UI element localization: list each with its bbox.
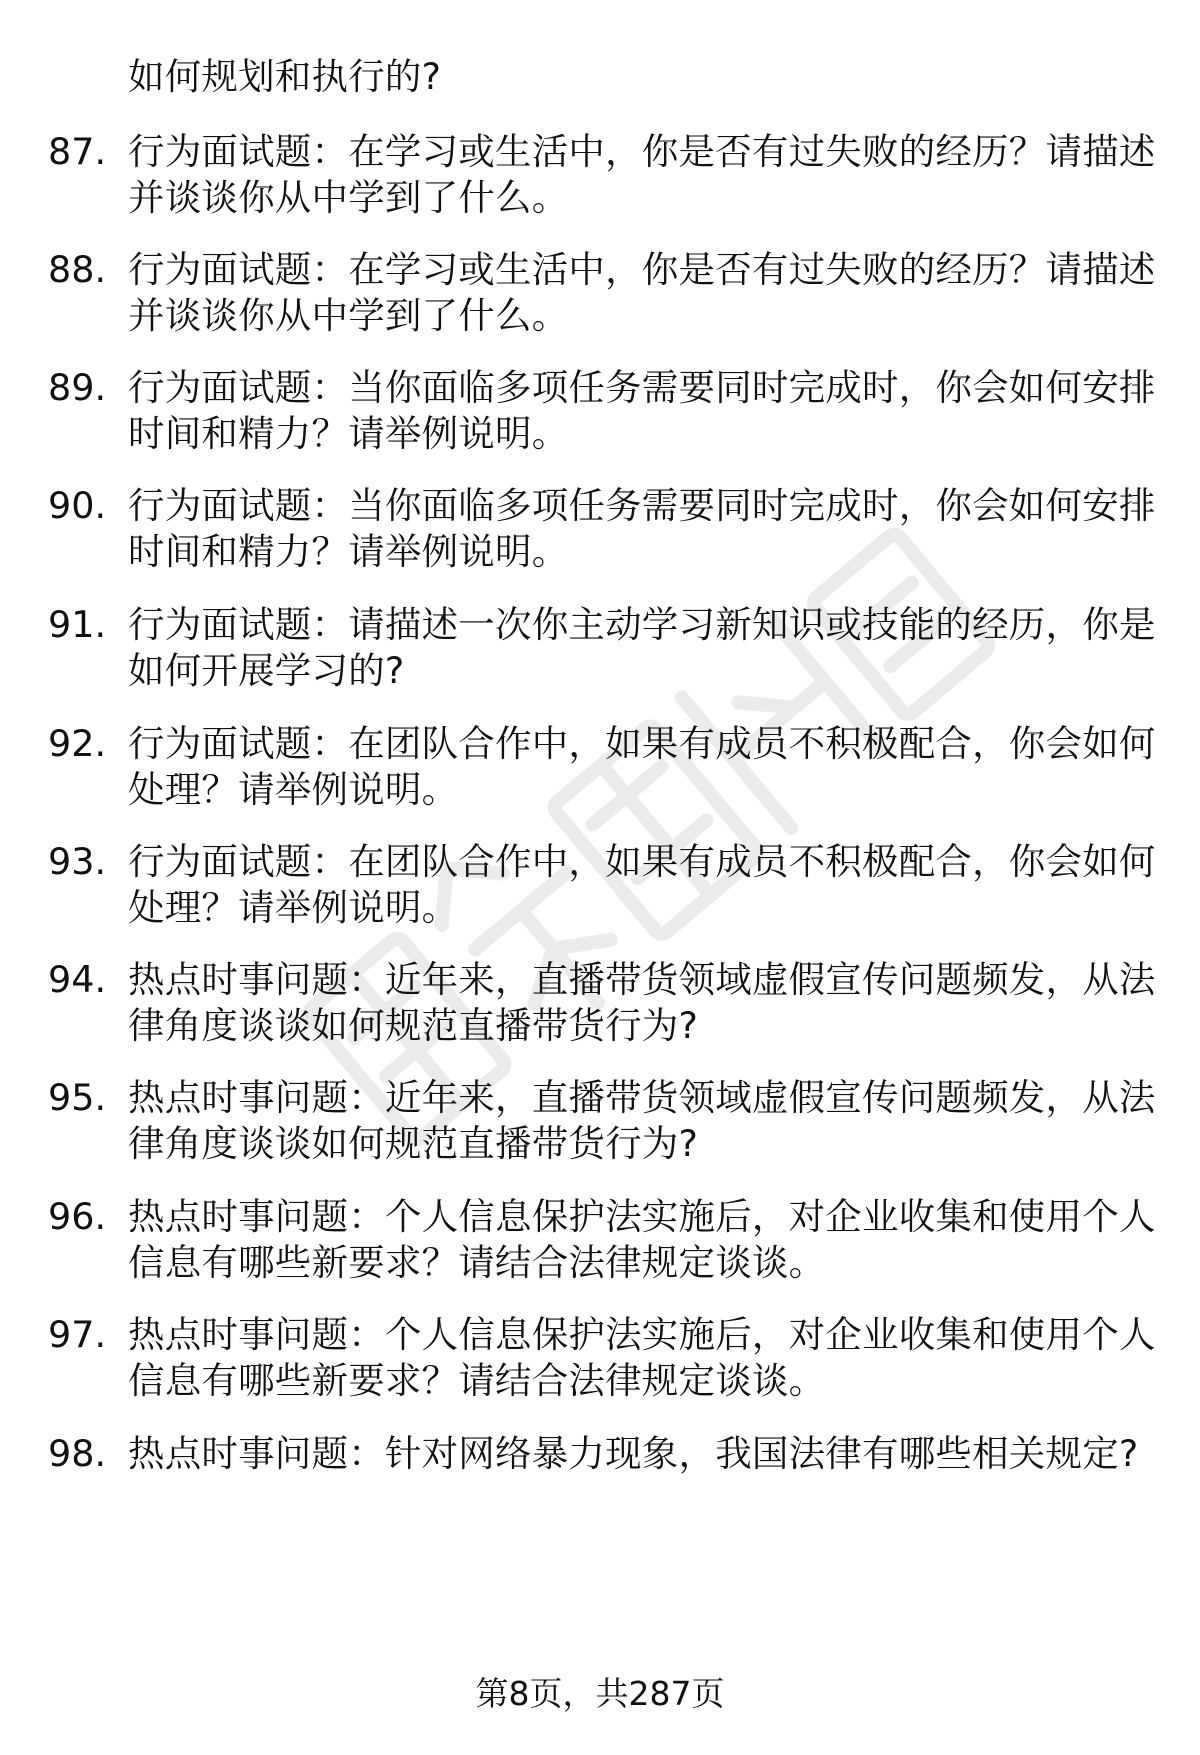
item-text-line1: 行为面试题：在团队合作中，如果有成员不积极配合，你会如何 bbox=[128, 722, 1156, 765]
item-text-line1: 热点时事问题：针对网络暴力现象，我国法律有哪些相关规定? bbox=[128, 1432, 1139, 1475]
item-text-line2: 时间和精力？请举例说明。 bbox=[128, 412, 569, 455]
item-text-line1: 行为面试题：在学习或生活中，你是否有过失败的经历？请描述 bbox=[128, 130, 1156, 173]
item-number: 91. bbox=[48, 603, 107, 646]
item-text-line1: 热点时事问题：近年来，直播带货领域虚假宣传问题频发，从法 bbox=[128, 958, 1156, 1001]
item-text-line1: 行为面试题：当你面临多项任务需要同时完成时，你会如何安排 bbox=[128, 366, 1156, 409]
page-footer: 第8页，共287页 bbox=[475, 1674, 725, 1713]
item-text-line2: 时间和精力？请举例说明。 bbox=[128, 530, 569, 573]
item-text-line2: 律角度谈谈如何规范直播带货行为? bbox=[128, 1122, 699, 1165]
item-text-line1: 行为面试题：在学习或生活中，你是否有过失败的经历？请描述 bbox=[128, 248, 1156, 291]
item-number: 90. bbox=[48, 484, 107, 527]
item-number: 87. bbox=[48, 130, 107, 173]
item-text-line2: 如何开展学习的? bbox=[128, 649, 405, 692]
item-text-line2: 并谈谈你从中学到了什么。 bbox=[128, 176, 569, 219]
item-number: 92. bbox=[48, 722, 107, 765]
item-number: 97. bbox=[48, 1313, 107, 1356]
item-number: 93. bbox=[48, 840, 107, 883]
item-text-line1: 热点时事问题：个人信息保护法实施后，对企业收集和使用个人 bbox=[128, 1313, 1156, 1356]
item-text-line1: 热点时事问题：近年来，直播带货领域虚假宣传问题频发，从法 bbox=[128, 1076, 1156, 1119]
item-text-line1: 行为面试题：当你面临多项任务需要同时完成时，你会如何安排 bbox=[128, 484, 1156, 527]
item-text-line2: 信息有哪些新要求？请结合法律规定谈谈。 bbox=[128, 1241, 826, 1284]
item-text-line2: 处理？请举例说明。 bbox=[128, 886, 459, 929]
item-number: 96. bbox=[48, 1195, 107, 1238]
continuation-line: 如何规划和执行的? bbox=[128, 55, 442, 98]
item-number: 95. bbox=[48, 1076, 107, 1119]
item-text-line1: 行为面试题：在团队合作中，如果有成员不积极配合，你会如何 bbox=[128, 840, 1156, 883]
item-number: 88. bbox=[48, 248, 107, 291]
item-text-line2: 处理？请举例说明。 bbox=[128, 768, 459, 811]
item-number: 89. bbox=[48, 366, 107, 409]
item-number: 94. bbox=[48, 958, 107, 1001]
item-text-line2: 并谈谈你从中学到了什么。 bbox=[128, 294, 569, 337]
item-text-line1: 行为面试题：请描述一次你主动学习新知识或技能的经历，你是 bbox=[128, 603, 1156, 646]
item-text-line2: 信息有哪些新要求？请结合法律规定谈谈。 bbox=[128, 1359, 826, 1402]
item-text-line1: 热点时事问题：个人信息保护法实施后，对企业收集和使用个人 bbox=[128, 1195, 1156, 1238]
item-number: 98. bbox=[48, 1432, 107, 1475]
item-text-line2: 律角度谈谈如何规范直播带货行为? bbox=[128, 1004, 699, 1047]
